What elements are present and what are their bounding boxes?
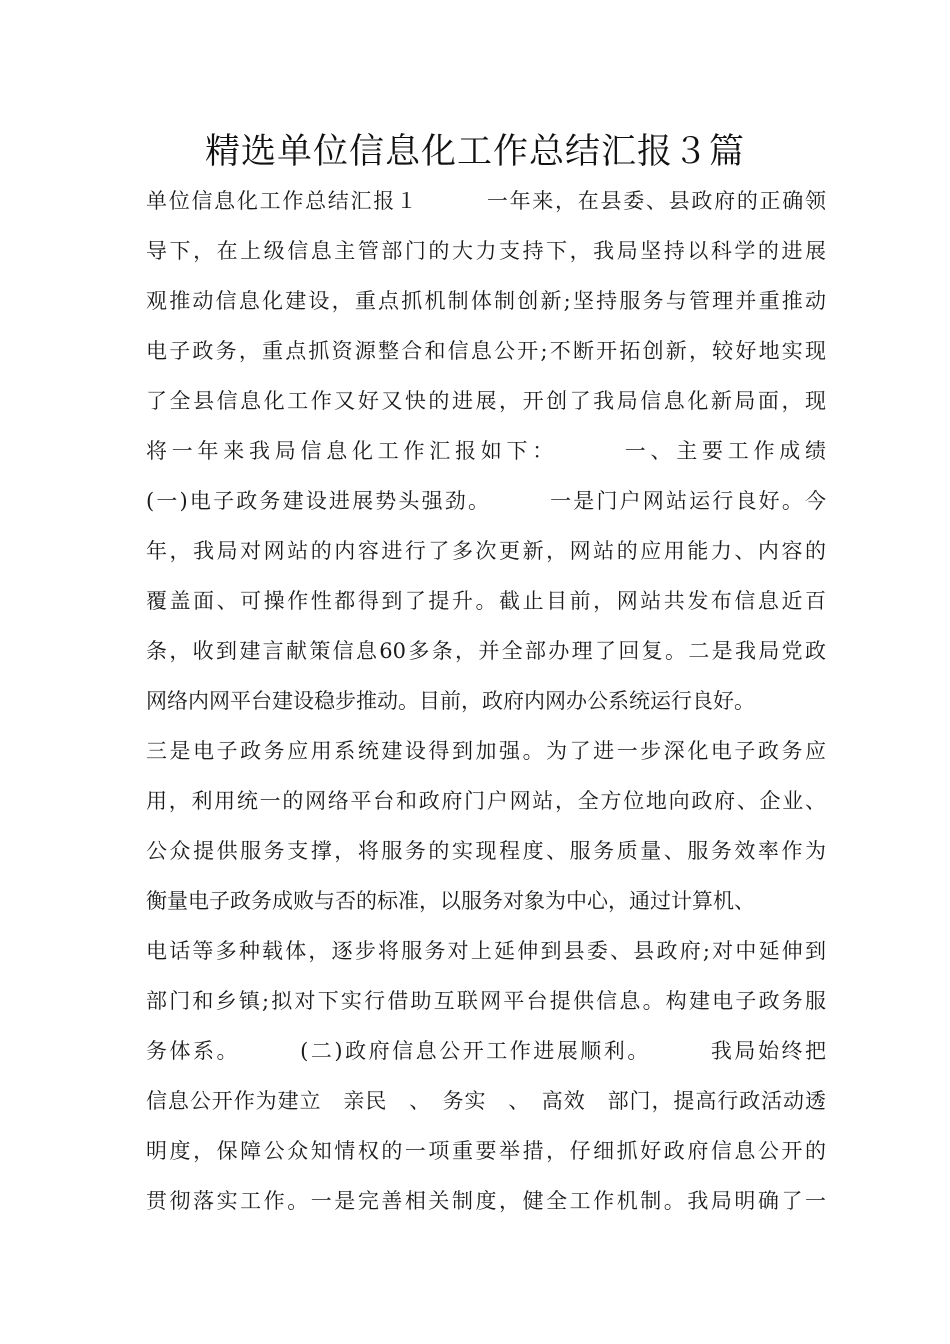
document-title: 精选单位信息化工作总结汇报３篇 xyxy=(204,132,745,172)
document-body xyxy=(146,176,826,1226)
body-line: 条，收到建言献策信息60多条，并全部办理了回复。二是我局党政 xyxy=(146,639,826,663)
body-line: 三是电子政务应用系统建设得到加强。为了进一步深化电子政务应 xyxy=(146,739,826,763)
body-line: (一)电子政务建设进展势头强劲。 一是门户网站运行良好。今 xyxy=(146,489,826,513)
body-line: 明度，保障公众知情权的一项重要举措，仔细抓好政府信息公开的 xyxy=(146,1139,826,1163)
body-line: 了全县信息化工作又好又快的进展，开创了我局信息化新局面，现 xyxy=(146,389,826,413)
body-line: 公众提供服务支撑，将服务的实现程度、服务质量、服务效率作为 xyxy=(146,839,826,863)
body-line: 网络内网平台建设稳步推动。目前，政府内网办公系统运行良好。 xyxy=(146,689,755,713)
body-line: 单位信息化工作总结汇报１ 一年来，在县委、县政府的正确领 xyxy=(146,189,826,213)
body-line: 年，我局对网站的内容进行了多次更新，网站的应用能力、内容的 xyxy=(146,539,826,563)
body-line: 衡量电子政务成败与否的标准，以服务对象为中心，通过计算机、 xyxy=(146,889,755,913)
body-line: 将一年来我局信息化工作汇报如下： 一、主要工作成绩 xyxy=(146,439,826,463)
body-line: 贯彻落实工作。一是完善相关制度，健全工作机制。我局明确了一 xyxy=(146,1189,826,1213)
body-line: 电子政务，重点抓资源整合和信息公开;不断开拓创新，较好地实现 xyxy=(146,339,826,363)
body-line: 导下，在上级信息主管部门的大力支持下，我局坚持以科学的进展 xyxy=(146,239,826,263)
body-line: 覆盖面、可操作性都得到了提升。截止目前，网站共发布信息近百 xyxy=(146,589,826,613)
body-line: 用，利用统一的网络平台和政府门户网站，全方位地向政府、企业、 xyxy=(146,789,826,813)
body-line: 电话等多种载体，逐步将服务对上延伸到县委、县政府;对中延伸到 xyxy=(146,939,826,963)
body-line: 务体系。 (二)政府信息公开工作进展顺利。 我局始终把 xyxy=(146,1039,826,1063)
body-line: 部门和乡镇;拟对下实行借助互联网平台提供信息。构建电子政务服 xyxy=(146,989,826,1013)
body-line: 观推动信息化建设，重点抓机制体制创新;坚持服务与管理并重推动 xyxy=(146,289,826,313)
body-line: 信息公开作为建立 亲民 、 务实 、 高效 部门，提高行政活动透 xyxy=(146,1089,826,1113)
